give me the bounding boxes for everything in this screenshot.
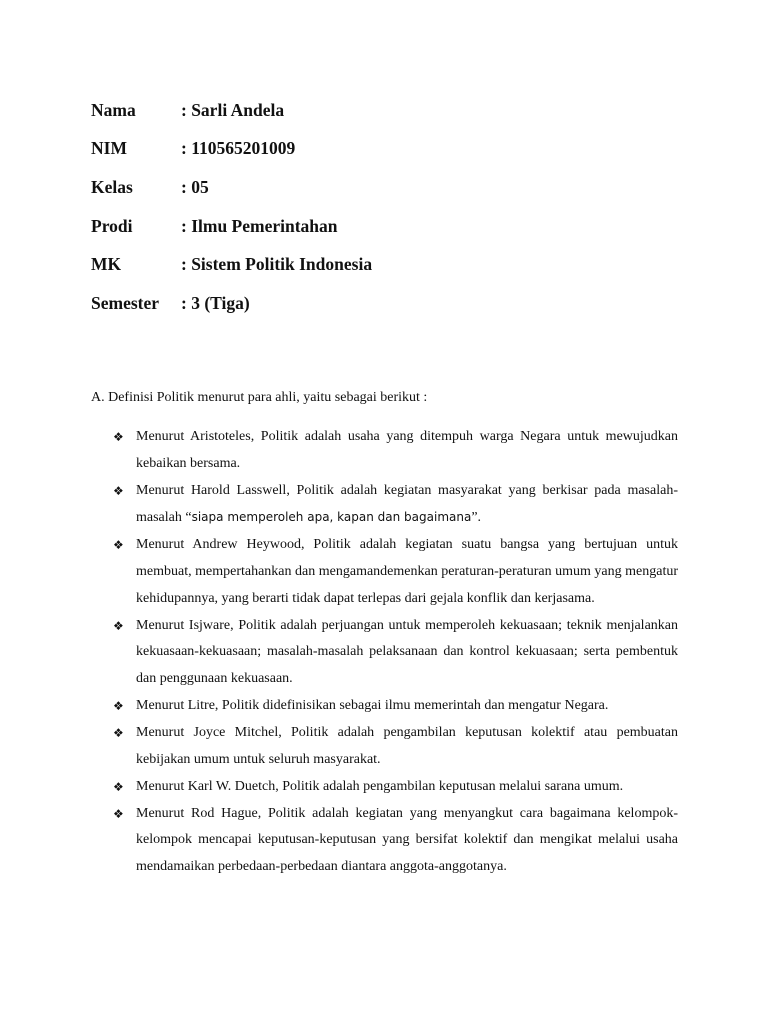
- list-item: [113, 693, 678, 720]
- list-item: [113, 424, 678, 478]
- section-title: A. Definisi Politik menurut para ahli, yaitu sebagai berikut :: [91, 390, 428, 405]
- identity-label: Nama: [91, 99, 136, 120]
- definition-text-tail: ”.: [471, 510, 482, 526]
- identity-label: Prodi: [91, 215, 133, 236]
- identity-label: MK: [91, 254, 122, 275]
- identity-value: : 05: [181, 176, 209, 197]
- identity-value: : 110565201009: [181, 138, 296, 159]
- diamond-bullet-icon: ❖: [113, 483, 124, 498]
- definition-list: [113, 424, 678, 881]
- identity-row-program: [91, 207, 591, 246]
- list-item: [113, 801, 678, 881]
- definition-text: [136, 478, 678, 533]
- definition-text: Menurut Rod Hague, Politik adalah kegiatan yang menyangkut cara bagaimana kelompok-kelompok mencapai keputusan-keputusan yang bersifat kolektif dan mengikat melalui usaha mendamaikan perbedaan-perbedaan diantara anggota-anggotanya.: [136, 805, 678, 875]
- diamond-bullet-icon: ❖: [113, 538, 124, 553]
- diamond-bullet-icon: ❖: [113, 725, 124, 740]
- definition-text: Menurut Andrew Heywood, Politik adalah kegiatan suatu bangsa yang bertujuan untuk membuat, mempertahankan dan mengamandemenkan peraturan-peraturan umum yang mengatur kehidupannya, yang berarti tidak dapat terlepas dari gejala konflik dan kerjasama.: [136, 537, 678, 606]
- identity-row-nim: [91, 130, 591, 169]
- identity-value: : Sistem Politik Indonesia: [181, 254, 373, 275]
- diamond-bullet-icon: ❖: [113, 430, 124, 444]
- definition-text-lead: Menurut Harold Lasswell, Politik adalah kegiatan masyarakat yang berkisar pada masalah-masalah “: [136, 482, 678, 526]
- identity-label: Semester: [91, 292, 160, 313]
- definition-quote: siapa memperoleh apa, kapan dan bagaimana: [191, 510, 472, 525]
- identity-row-semester: [91, 284, 591, 323]
- student-identity: [91, 91, 591, 323]
- list-item: [113, 774, 678, 801]
- identity-label: Kelas: [91, 176, 133, 197]
- identity-value: : Ilmu Pemerintahan: [181, 215, 338, 236]
- list-item: [113, 478, 678, 533]
- definition-text: Menurut Isjware, Politik adalah perjuangan untuk memperoleh kekuasaan; teknik menjalankan kekuasaan-kekuasaan; masalah-masalah pelaksanaan dan kontrol kekuasaan; serta pembentuk dan penggunaan kekuasaan.: [136, 617, 678, 687]
- diamond-bullet-icon: ❖: [113, 698, 124, 713]
- diamond-bullet-icon: ❖: [113, 806, 124, 821]
- diamond-bullet-icon: ❖: [113, 618, 124, 633]
- definition-text: Menurut Karl W. Duetch, Politik adalah pengambilan keputusan melalui sarana umum.: [136, 778, 624, 794]
- identity-row-class: [91, 168, 591, 207]
- identity-value: : Sarli Andela: [181, 99, 285, 120]
- definition-text: Menurut Joyce Mitchel, Politik adalah pengambilan keputusan kolektif atau pembuatan kebijakan umum untuk seluruh masyarakat.: [136, 724, 678, 767]
- definition-text: Menurut Aristoteles, Politik adalah usaha yang ditempuh warga Negara untuk mewujudkan kebaikan bersama.: [136, 429, 678, 471]
- identity-row-course: [91, 245, 591, 284]
- definition-text: Menurut Litre, Politik didefinisikan sebagai ilmu memerintah dan mengatur Negara.: [136, 697, 609, 713]
- identity-row-name: [91, 91, 591, 130]
- identity-value: : 3 (Tiga): [181, 292, 250, 313]
- list-item: [113, 532, 678, 612]
- diamond-bullet-icon: ❖: [113, 779, 124, 794]
- list-item: [113, 720, 678, 774]
- list-item: [113, 613, 678, 693]
- identity-label: NIM: [91, 138, 127, 159]
